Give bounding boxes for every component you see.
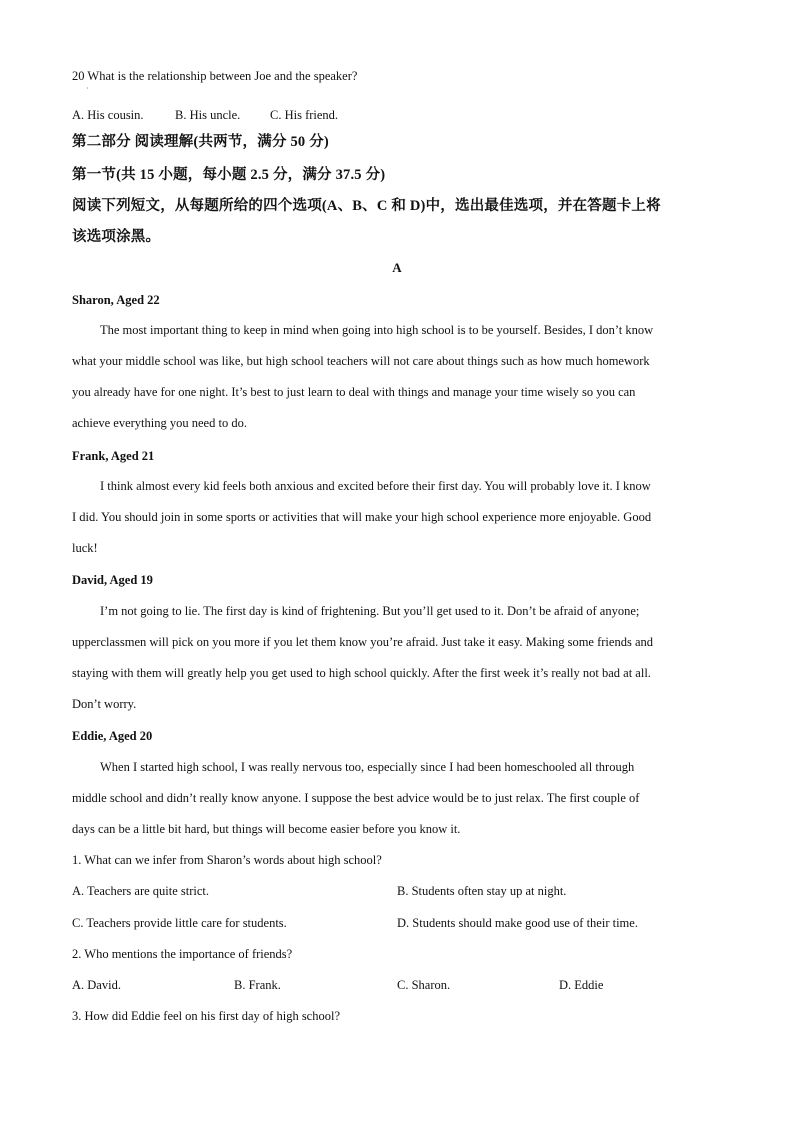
q20-option-c: C. His friend. (270, 108, 339, 122)
q2-option-c: C. Sharon. (397, 978, 451, 992)
paragraph-line: I did. You should join in some sports or activities that will make your high school experience more enjoyable. Good (72, 510, 652, 524)
question-1-stem: 1. What can we infer from Sharon’s words about high school? (72, 853, 382, 867)
q1-option-a: A. Teachers are quite strict. (72, 884, 210, 898)
paragraph-line: I think almost every kid feels both anxious and excited before their first day. You will probably love it. I know (100, 479, 651, 493)
paragraph-line: middle school and didn’t really know anyone. I suppose the best advice would be to just relax. The first couple of (72, 791, 640, 805)
q1-option-c: C. Teachers provide little care for students. (72, 916, 287, 930)
q2-option-b: B. Frank. (234, 978, 281, 992)
section-2-title: 第二部分 阅读理解(共两节，满分 50 分) (72, 134, 329, 150)
question-20-stem: 20 What is the relationship between Joe and the speaker? (72, 69, 358, 83)
q2-option-d: D. Eddie (559, 978, 604, 992)
question-2-stem: 2. Who mentions the importance of friends? (72, 947, 293, 961)
paragraph-line: I’m not going to lie. The first day is kind of frightening. But you’ll get used to it. Don’t be afraid of anyone; (100, 604, 640, 618)
paragraph-line: days can be a little bit hard, but things will become easier before you know it. (72, 822, 461, 836)
speaker-name: Sharon, Aged 22 (72, 293, 160, 307)
speaker-name: David, Aged 19 (72, 573, 153, 587)
q20-option-b: B. His uncle. (175, 108, 241, 122)
passage-label: A (392, 260, 402, 275)
speaker-name: Eddie, Aged 20 (72, 729, 153, 743)
paragraph-line: achieve everything you need to do. (72, 416, 247, 430)
paragraph-line: luck! (72, 541, 98, 555)
instruction-line-2: 该选项涂黑。 (72, 229, 161, 245)
question-3-stem: 3. How did Eddie feel on his first day of high school? (72, 1009, 341, 1023)
paragraph-line: what your middle school was like, but high school teachers will not care about things such as how much homework (72, 354, 650, 368)
q20-option-a: A. His cousin. (72, 108, 144, 122)
paragraph-line: Don’t worry. (72, 697, 137, 711)
paragraph-line: upperclassmen will pick on you more if you let them know you’re afraid. Just take it easy. Making some friends and (72, 635, 653, 649)
q2-option-a: A. David. (72, 978, 121, 992)
speaker-name: Frank, Aged 21 (72, 449, 155, 463)
instruction-line-1: 阅读下列短文，从每题所给的四个选项(A、B、C 和 D)中，选出最佳选项，并在答题卡上将 (72, 198, 661, 214)
section-2-part-1: 第一节(共 15 小题，每小题 2.5 分，满分 37.5 分) (72, 167, 386, 183)
paragraph-line: When I started high school, I was really nervous too, especially since I had been homeschooled all through (100, 760, 635, 774)
paragraph-line: you already have for one night. It’s best to just learn to deal with things and manage your time wisely so you can (72, 385, 636, 399)
stray-mark: · (86, 84, 89, 93)
q1-option-d: D. Students should make good use of their time. (397, 916, 638, 930)
paragraph-line: staying with them will greatly help you get used to high school quickly. After the first week it’s really not bad at all. (72, 666, 651, 680)
paragraph-line: The most important thing to keep in mind when going into high school is to be yourself. Besides, I don’t know (100, 323, 654, 337)
q1-option-b: B. Students often stay up at night. (397, 884, 567, 898)
